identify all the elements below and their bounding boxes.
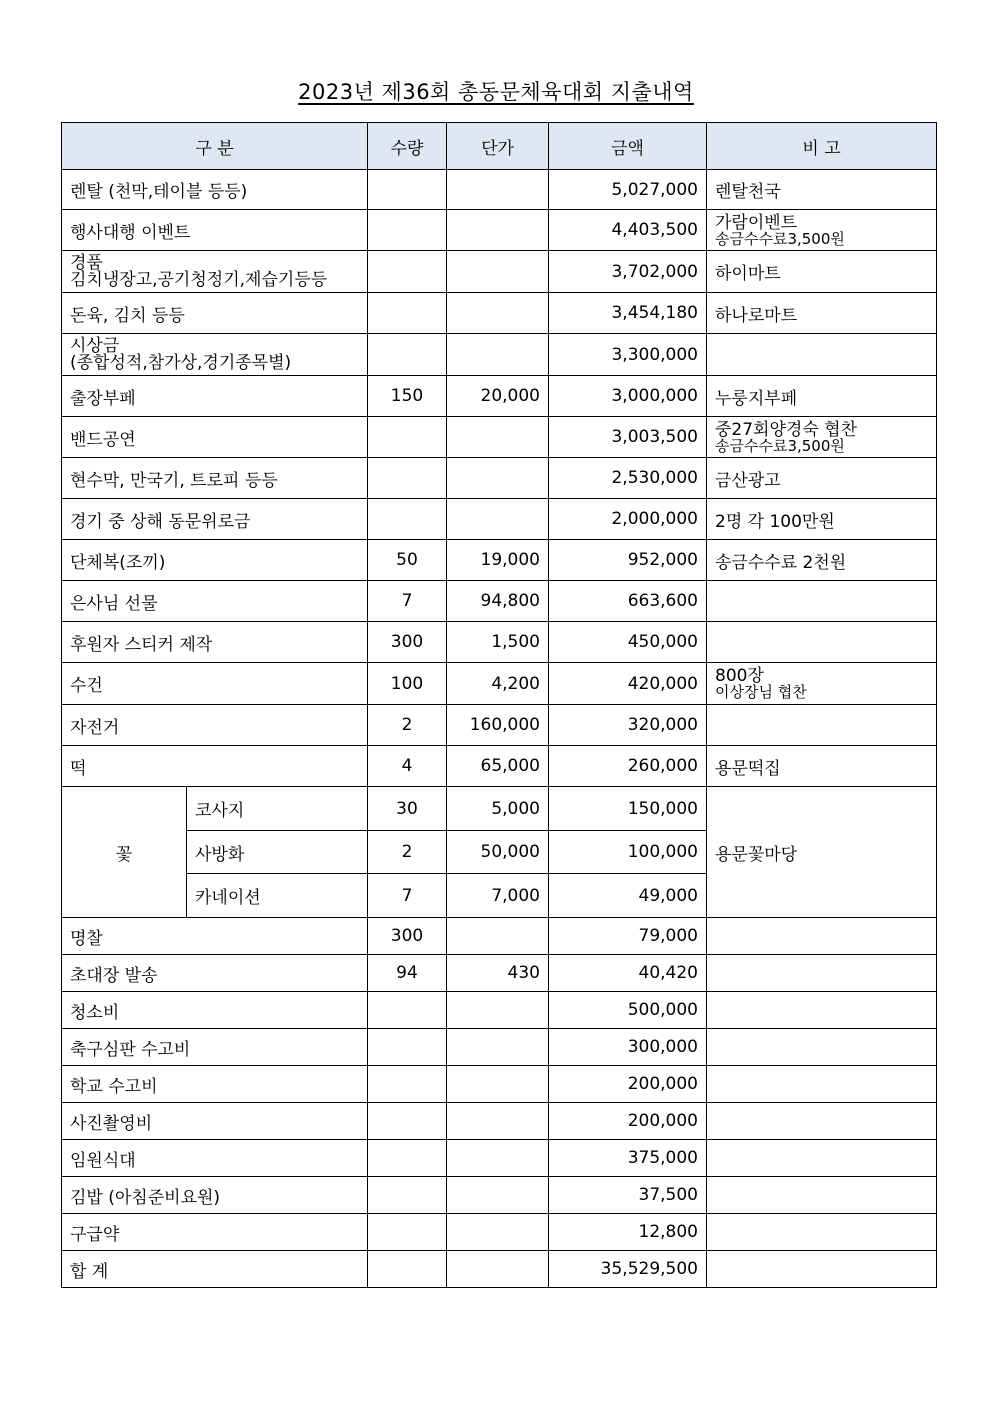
line-2: 송금수수료3,500원 xyxy=(715,229,845,248)
amount-cell: 3,003,500 xyxy=(549,417,707,458)
qty-cell xyxy=(368,1214,447,1251)
line-2: 송금수수료3,500원 xyxy=(715,436,845,455)
item-cell: 단체복(조끼) xyxy=(62,540,368,581)
price-cell xyxy=(447,170,549,210)
note-cell xyxy=(707,705,937,746)
item-cell: 경기 중 상해 동문위로금 xyxy=(62,499,368,540)
price-cell xyxy=(447,1251,549,1288)
price-cell xyxy=(447,210,549,251)
amount-cell: 3,300,000 xyxy=(549,334,707,376)
note-cell xyxy=(707,417,937,458)
qty-cell xyxy=(368,1140,447,1177)
price-cell xyxy=(447,1177,549,1214)
amount-cell: 300,000 xyxy=(549,1029,707,1066)
note-cell xyxy=(707,581,937,622)
qty-cell xyxy=(368,334,447,376)
line-1: 800장 xyxy=(715,666,764,686)
table-row xyxy=(62,293,937,334)
item-cell: 밴드공연 xyxy=(62,417,368,458)
qty-cell: 100 xyxy=(368,663,447,705)
item-cell: 김밥 (아침준비요원) xyxy=(62,1177,368,1214)
qty-cell: 4 xyxy=(368,746,447,787)
price-cell xyxy=(447,1029,549,1066)
note-cell: 렌탈천국 xyxy=(707,170,937,210)
price-cell: 65,000 xyxy=(447,746,549,787)
note-cell xyxy=(707,1214,937,1251)
qty-cell xyxy=(368,417,447,458)
price-cell: 7,000 xyxy=(447,874,549,918)
amount-cell: 100,000 xyxy=(549,831,707,874)
header-note: 비 고 xyxy=(707,123,937,170)
total-row xyxy=(62,1251,937,1288)
price-cell xyxy=(447,417,549,458)
line-2: 김치냉장고,공기청정기,제습기등등 xyxy=(70,269,328,290)
table-row xyxy=(62,499,937,540)
qty-cell: 94 xyxy=(368,955,447,992)
header-qty: 수량 xyxy=(368,123,447,170)
amount-cell: 12,800 xyxy=(549,1214,707,1251)
item-cell: 수건 xyxy=(62,663,368,705)
note-cell: 금산광고 xyxy=(707,458,937,499)
item-cell: 은사님 선물 xyxy=(62,581,368,622)
qty-cell xyxy=(368,251,447,293)
table-row xyxy=(62,663,937,705)
price-cell xyxy=(447,1103,549,1140)
line-1: 가람이벤트 xyxy=(715,212,798,233)
note-cell xyxy=(707,1029,937,1066)
page-title: 2023년 제36회 총동문체육대회 지출내역 xyxy=(298,80,694,104)
note-cell xyxy=(707,992,937,1029)
amount-cell: 200,000 xyxy=(549,1066,707,1103)
table-row xyxy=(62,170,937,210)
amount-cell: 200,000 xyxy=(549,1103,707,1140)
table-row xyxy=(62,417,937,458)
item-cell: 임원식대 xyxy=(62,1140,368,1177)
price-cell: 430 xyxy=(447,955,549,992)
price-cell xyxy=(447,1214,549,1251)
table-header-row xyxy=(62,123,937,170)
table-row xyxy=(62,992,937,1029)
note-cell xyxy=(707,1140,937,1177)
note-cell: 누룽지부페 xyxy=(707,376,937,417)
amount-cell: 3,702,000 xyxy=(549,251,707,293)
qty-cell xyxy=(368,293,447,334)
flower-item-name: 사방화 xyxy=(187,831,368,874)
price-cell xyxy=(447,992,549,1029)
qty-cell: 7 xyxy=(368,581,447,622)
table-row xyxy=(62,1029,937,1066)
note-cell xyxy=(707,1066,937,1103)
table-row xyxy=(62,1177,937,1214)
item-cell: 구급약 xyxy=(62,1214,368,1251)
table-row xyxy=(62,1066,937,1103)
qty-cell xyxy=(368,1029,447,1066)
total-amount: 35,529,500 xyxy=(549,1251,707,1288)
line-1: 시상금 xyxy=(70,335,120,356)
price-cell xyxy=(447,499,549,540)
flower-group-label: 꽃 xyxy=(62,787,187,918)
line-1: 중27회양경숙 협찬 xyxy=(715,419,857,440)
qty-cell xyxy=(368,992,447,1029)
flower-note: 용문꽃마당 xyxy=(707,787,937,918)
qty-cell xyxy=(368,1066,447,1103)
price-cell: 94,800 xyxy=(447,581,549,622)
price-cell xyxy=(447,251,549,293)
qty-cell xyxy=(368,210,447,251)
item-cell: 떡 xyxy=(62,746,368,787)
note-cell xyxy=(707,1103,937,1140)
amount-cell: 420,000 xyxy=(549,663,707,705)
table-row xyxy=(62,1214,937,1251)
amount-cell: 40,420 xyxy=(549,955,707,992)
note-cell xyxy=(707,622,937,663)
amount-cell: 37,500 xyxy=(549,1177,707,1214)
item-cell: 초대장 발송 xyxy=(62,955,368,992)
price-cell xyxy=(447,458,549,499)
qty-cell xyxy=(368,499,447,540)
item-cell: 학교 수고비 xyxy=(62,1066,368,1103)
qty-cell: 150 xyxy=(368,376,447,417)
item-cell: 청소비 xyxy=(62,992,368,1029)
item-cell xyxy=(62,334,368,376)
item-cell: 현수막, 만국기, 트로피 등등 xyxy=(62,458,368,499)
price-cell: 50,000 xyxy=(447,831,549,874)
table-row xyxy=(62,581,937,622)
qty-cell xyxy=(368,1251,447,1288)
amount-cell: 5,027,000 xyxy=(549,170,707,210)
price-cell: 4,200 xyxy=(447,663,549,705)
item-cell xyxy=(62,251,368,293)
amount-cell: 2,530,000 xyxy=(549,458,707,499)
header-amount: 금액 xyxy=(549,123,707,170)
flower-item-name: 코사지 xyxy=(187,787,368,831)
item-cell: 행사대행 이벤트 xyxy=(62,210,368,251)
qty-cell: 30 xyxy=(368,787,447,831)
item-cell: 렌탈 (천막,테이블 등등) xyxy=(62,170,368,210)
item-cell: 축구심판 수고비 xyxy=(62,1029,368,1066)
price-cell: 160,000 xyxy=(447,705,549,746)
item-cell: 사진촬영비 xyxy=(62,1103,368,1140)
amount-cell: 49,000 xyxy=(549,874,707,918)
table-row xyxy=(62,458,937,499)
price-cell xyxy=(447,1140,549,1177)
price-cell: 1,500 xyxy=(447,622,549,663)
note-cell xyxy=(707,663,937,705)
qty-cell xyxy=(368,170,447,210)
table-row xyxy=(62,622,937,663)
amount-cell: 952,000 xyxy=(549,540,707,581)
price-cell: 19,000 xyxy=(447,540,549,581)
table-row xyxy=(62,918,937,955)
table-row xyxy=(62,787,937,831)
header-unit-price: 단가 xyxy=(447,123,549,170)
qty-cell: 300 xyxy=(368,622,447,663)
amount-cell: 3,000,000 xyxy=(549,376,707,417)
note-cell xyxy=(707,955,937,992)
amount-cell: 79,000 xyxy=(549,918,707,955)
price-cell xyxy=(447,293,549,334)
amount-cell: 3,454,180 xyxy=(549,293,707,334)
note-cell xyxy=(707,334,937,376)
price-cell: 20,000 xyxy=(447,376,549,417)
qty-cell xyxy=(368,1103,447,1140)
table-row xyxy=(62,376,937,417)
amount-cell: 375,000 xyxy=(549,1140,707,1177)
total-label: 합 계 xyxy=(62,1251,368,1288)
table-row xyxy=(62,705,937,746)
line-1: 경품 xyxy=(70,252,103,273)
qty-cell xyxy=(368,1177,447,1214)
table-row xyxy=(62,746,937,787)
amount-cell: 260,000 xyxy=(549,746,707,787)
note-cell xyxy=(707,1177,937,1214)
price-cell xyxy=(447,334,549,376)
qty-cell xyxy=(368,458,447,499)
table-row xyxy=(62,1103,937,1140)
item-cell: 후원자 스티커 제작 xyxy=(62,622,368,663)
amount-cell: 450,000 xyxy=(549,622,707,663)
note-cell: 하이마트 xyxy=(707,251,937,293)
qty-cell: 300 xyxy=(368,918,447,955)
note-cell xyxy=(707,210,937,251)
qty-cell: 2 xyxy=(368,705,447,746)
price-cell xyxy=(447,918,549,955)
table-row xyxy=(62,334,937,376)
note-cell: 2명 각 100만원 xyxy=(707,499,937,540)
note-cell: 하나로마트 xyxy=(707,293,937,334)
price-cell xyxy=(447,1066,549,1103)
item-cell: 명찰 xyxy=(62,918,368,955)
table-row xyxy=(62,1140,937,1177)
line-2: (종합성적,참가상,경기종목별) xyxy=(70,352,292,373)
amount-cell: 320,000 xyxy=(549,705,707,746)
amount-cell: 2,000,000 xyxy=(549,499,707,540)
flower-item-name: 카네이션 xyxy=(187,874,368,918)
table-row xyxy=(62,210,937,251)
note-cell: 송금수수료 2천원 xyxy=(707,540,937,581)
amount-cell: 500,000 xyxy=(549,992,707,1029)
qty-cell: 50 xyxy=(368,540,447,581)
qty-cell: 2 xyxy=(368,831,447,874)
amount-cell: 4,403,500 xyxy=(549,210,707,251)
qty-cell: 7 xyxy=(368,874,447,918)
header-category: 구 분 xyxy=(62,123,368,170)
table-row xyxy=(62,251,937,293)
item-cell: 자전거 xyxy=(62,705,368,746)
line-2: 이상장님 협찬 xyxy=(715,683,807,701)
note-cell: 용문떡집 xyxy=(707,746,937,787)
expense-table xyxy=(61,122,937,1288)
price-cell: 5,000 xyxy=(447,787,549,831)
item-cell: 출장부페 xyxy=(62,376,368,417)
table-row xyxy=(62,540,937,581)
amount-cell: 150,000 xyxy=(549,787,707,831)
item-cell: 돈육, 김치 등등 xyxy=(62,293,368,334)
note-cell xyxy=(707,1251,937,1288)
note-cell xyxy=(707,918,937,955)
table-row xyxy=(62,955,937,992)
amount-cell: 663,600 xyxy=(549,581,707,622)
